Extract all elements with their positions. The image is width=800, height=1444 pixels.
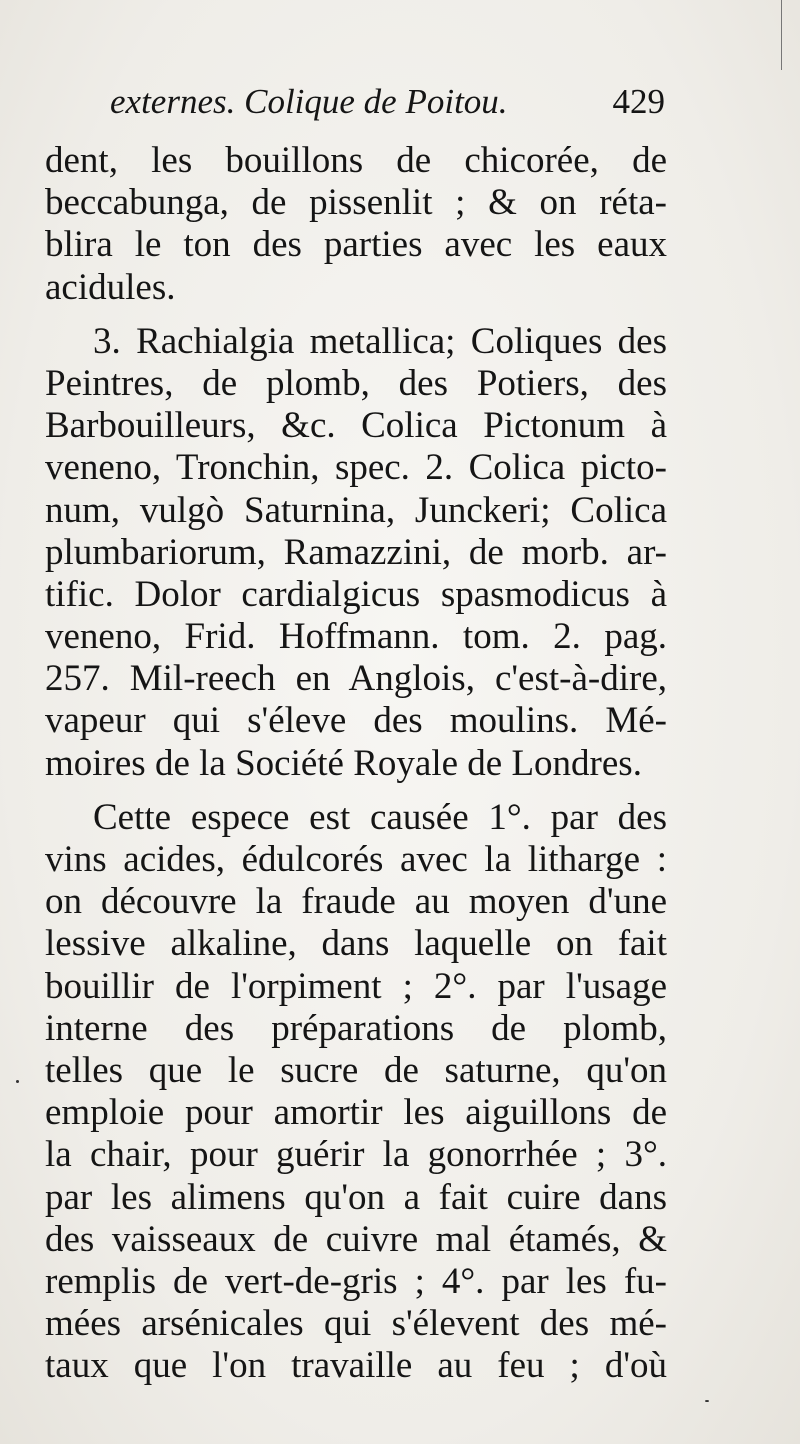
ink-speck (16, 1080, 19, 1083)
text-line: des vaisseaux de cuivre mal étamés, & (45, 1218, 667, 1260)
text-line: num, vulgò Saturnina, Junckeri; Colica (45, 489, 667, 531)
text-line: telles que le sucre de saturne, qu'on (45, 1049, 667, 1091)
text-line: dent, les bouillons de chicorée, de (45, 140, 667, 181)
text-line: lessive alkaline, dans laquelle on fait (45, 923, 667, 965)
text-line: on découvre la fraude au moyen d'une (45, 881, 667, 923)
text-line: veneno, Frid. Hoffmann. tom. 2. pag. (45, 616, 667, 658)
text-line: acidules. (45, 266, 176, 308)
body-text (45, 140, 667, 1387)
text-line: veneno, Tronchin, spec. 2. Colica picto- (45, 447, 667, 489)
running-header (110, 82, 665, 132)
text-line: interne des préparations de plomb, (45, 1007, 667, 1049)
text-line: remplis de vert-de-gris ; 4°. par les fu- (45, 1260, 667, 1302)
text-line: blira le ton des parties avec les eaux (45, 224, 667, 266)
text-line: beccabunga, de pissenlit ; & on réta- (45, 182, 667, 224)
text-line: 3. Rachialgia metallica; Coliques des (93, 320, 667, 362)
text-line: Peintres, de plomb, des Potiers, des (45, 362, 667, 404)
text-line: Cette espece est causée 1°. par des (93, 796, 667, 838)
text-line: vins acides, édulcorés avec la litharge : (45, 839, 667, 880)
text-line: emploie pour amortir les aiguillons de (45, 1092, 667, 1134)
text-line: moires de la Société Royale de Londres. (45, 742, 642, 784)
text-line: vapeur qui s'éleve des moulins. Mé- (45, 700, 667, 742)
page-edge-line (781, 0, 782, 70)
text-line: bouillir de l'orpiment ; 2°. par l'usage (45, 965, 667, 1007)
text-line: par les alimens qu'on a fait cuire dans (45, 1176, 667, 1218)
page-number: 429 (612, 82, 665, 121)
ink-speck (705, 1400, 709, 1402)
text-line: tific. Dolor cardialgicus spasmodicus à (45, 573, 667, 615)
text-line: plumbariorum, Ramazzini, de morb. ar- (45, 531, 667, 573)
running-title: externes. Colique de Poitou. (110, 82, 508, 121)
text-line: Barbouilleurs, &c. Colica Pictonum à (45, 405, 667, 447)
text-line: taux que l'on travaille au feu ; d'où (45, 1345, 667, 1387)
text-line: 257. Mil-reech en Anglois, c'est-à-dire, (45, 658, 667, 700)
text-line: la chair, pour guérir la gonorrhée ; 3°. (45, 1134, 667, 1176)
text-line: mées arsénicales qui s'élevent des mé- (45, 1303, 667, 1345)
